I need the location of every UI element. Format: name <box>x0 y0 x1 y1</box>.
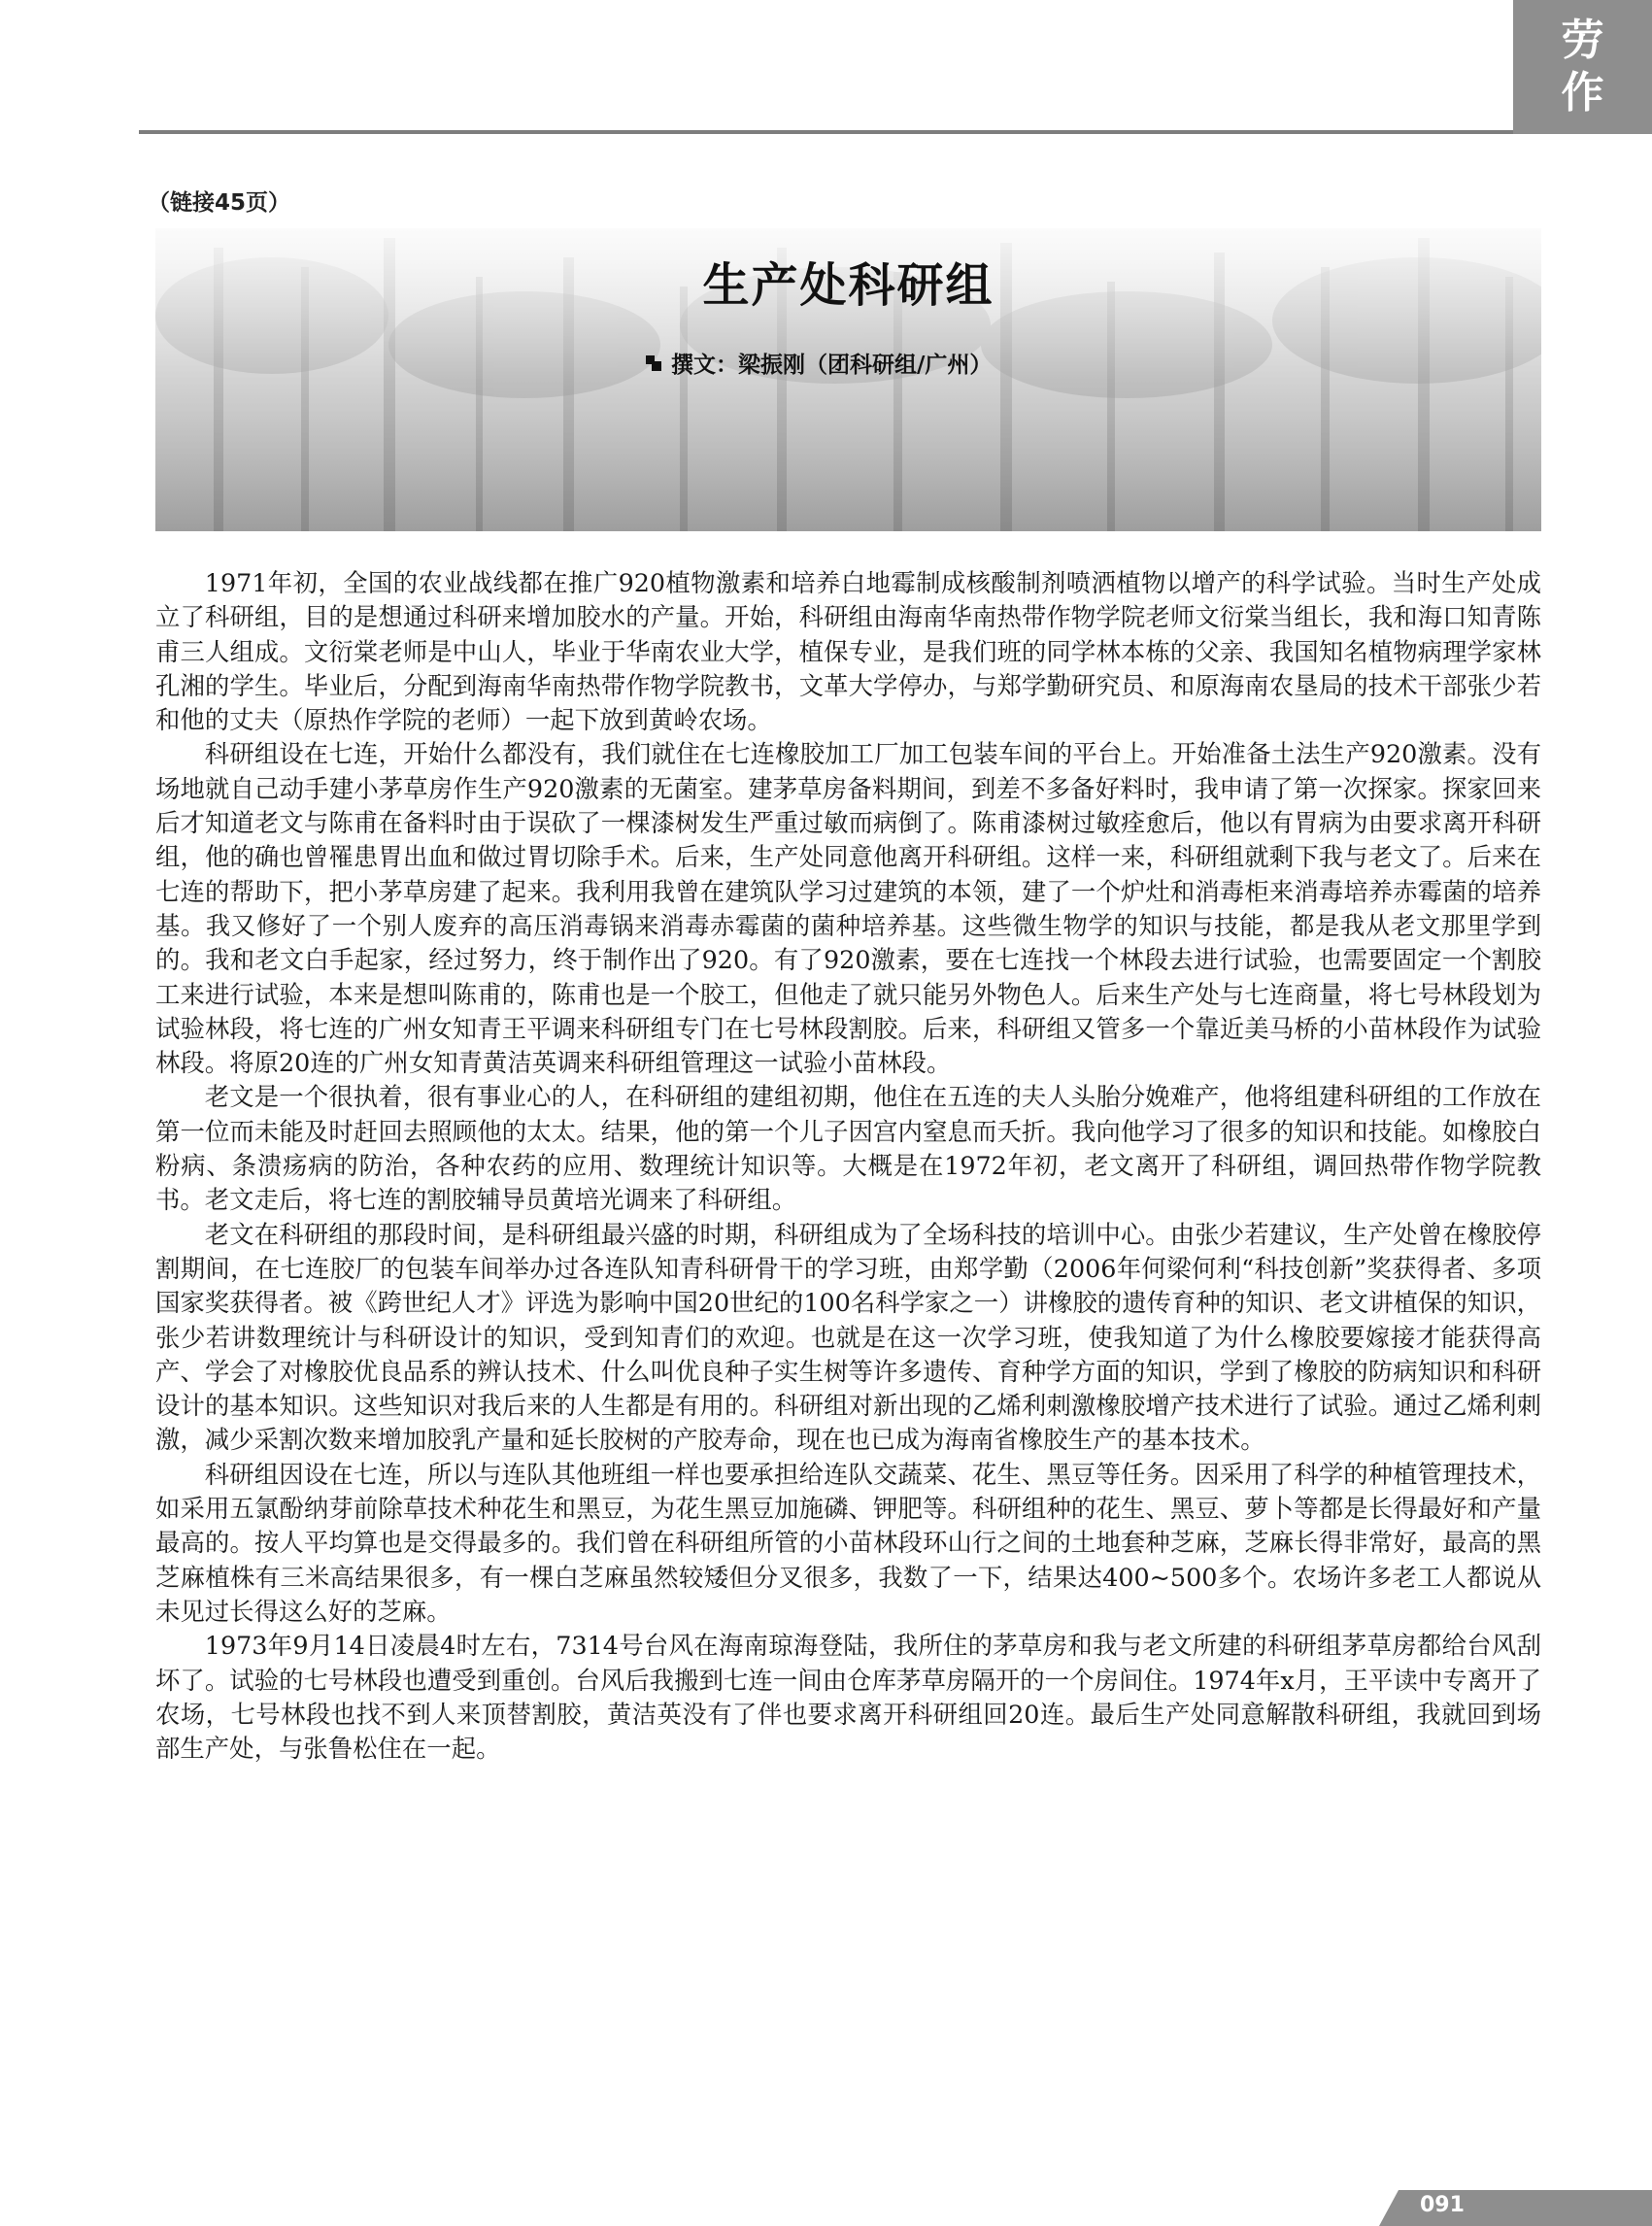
article-body <box>155 566 1541 1766</box>
byline <box>646 347 992 379</box>
paragraph-5: 科研组因设在七连，所以与连队其他班组一样也要承担给连队交蔬菜、花生、黑豆等任务。因采用了科学的种植管理技术，如采用五氯酚纳芽前除草技术种花生和黑豆，为花生黑豆加施磷、钾肥等。科研组种的花生、黑豆、萝卜等都是长得最好和产量最高的。按人平均算也是交得最多的。我们曾在科研组所管的小苗林段环山行之间的土地套种芝麻，芝麻长得非常好，最高的黑芝麻植株有三米高结果很多，有一棵白芝麻虽然较矮但分叉很多，我数了一下，结果达400~500多个。农场许多老工人都说从未见过长得这么好的芝麻。 <box>155 1459 1541 1626</box>
byline-text: 撰文：梁振刚（团科研组/广州） <box>671 353 993 378</box>
link-reference: （链接45页） <box>148 190 291 216</box>
article-title: 生产处科研组 <box>702 258 995 313</box>
section-tab-char-1: 劳 <box>1561 16 1604 65</box>
page-number: 091 <box>1420 2193 1465 2217</box>
title-banner <box>155 228 1541 531</box>
paragraph-4: 老文在科研组的那段时间，是科研组最兴盛的时期，科研组成为了全场科技的培训中心。由张少若建议，生产处曾在橡胶停割期间，在七连胶厂的包装车间举办过各连队知青科研骨干的学习班，由郑学勤（2006年何梁何利“科技创新”奖获得者、多项国家奖获得者。被《跨世纪人才》评选为影响中国20世纪的100名科学家之一）讲橡胶的遗传育种的知识、老文讲植保的知识，张少若讲数理统计与科研设计的知识，受到知青们的欢迎。也就是在这一次学习班，使我知道了为什么橡胶要嫁接才能获得高产、学会了对橡胶优良品系的辨认技术、什么叫优良种子实生树等许多遗传、育种学方面的知识，学到了橡胶的防病知识和科研设计的基本知识。这些知识对我后来的人生都是有用的。科研组对新出现的乙烯利刺激橡胶增产技术进行了试验。通过乙烯利刺激，减少采割次数来增加胶乳产量和延长胶树的产胶寿命，现在也已成为海南省橡胶生产的基本技术。 <box>155 1219 1542 1455</box>
paragraph-3: 老文是一个很执着，很有事业心的人，在科研组的建组初期，他住在五连的夫人头胎分娩难产，他将组建科研组的工作放在第一位而未能及时赶回去照顾他的太太。结果，他的第一个儿子因宫内窒息而夭折。我向他学习了很多的知识和技能。如橡胶白粉病、条溃疡病的防治，各种农药的应用、数理统计知识等。大概是在1972年初，老文离开了科研组，调回热带作物学院教书。老文走后，将七连的割胶辅导员黄培光调来了科研组。 <box>155 1082 1541 1215</box>
header-rule <box>139 130 1513 134</box>
section-tab-char-2: 作 <box>1561 68 1604 118</box>
section-tab <box>1513 0 1652 134</box>
paragraph-1: 1971年初，全国的农业战线都在推广920植物激素和培养白地霉制成核酸制剂喷洒植物以增产的科学试验。当时生产处成立了科研组，目的是想通过科研来增加胶水的产量。开始，科研组由海南华南热带作物学院老师文衍棠当组长，我和海口知青陈甫三人组成。文衍棠老师是中山人，毕业于华南农业大学，植保专业，是我们班的同学林本栋的父亲、我国知名植物病理学家林孔湘的学生。毕业后，分配到海南华南热带作物学院教书，文革大学停办，与郑学勤研究员、和原海南农垦局的技术干部张少若和他的丈夫（原热作学院的老师）一起下放到黄岭农场。 <box>155 568 1541 735</box>
square-bullet-icon <box>646 355 661 371</box>
paragraph-6: 1973年9月14日凌晨4时左右，7314号台风在海南琼海登陆，我所住的茅草房和我与老文所建的科研组茅草房都给台风刮坏了。试验的七号林段也遭受到重创。台风后我搬到七连一间由仓库茅草房隔开的一个房间住。1974年x月，王平读中专离开了农场，七号林段也找不到人来顶替割胶，黄洁英没有了伴也要求离开科研组回20连。最后生产处同意解散科研组，我就回到场部生产处，与张鲁松住在一起。 <box>155 1631 1541 1764</box>
paragraph-2: 科研组设在七连，开始什么都没有，我们就住在七连橡胶加工厂加工包装车间的平台上。开始准备土法生产920激素。没有场地就自己动手建小茅草房作生产920激素的无菌室。建茅草房备料期间，到差不多备好料时，我申请了第一次探家。探家回来后才知道老文与陈甫在备料时由于误砍了一棵漆树发生严重过敏而病倒了。陈甫漆树过敏痊愈后，他以有胃病为由要求离开科研组，他的确也曾罹患胃出血和做过胃切除手术。后来，生产处同意他离开科研组。这样一来，科研组就剩下我与老文了。后来在七连的帮助下，把小茅草房建了起来。我利用我曾在建筑队学习过建筑的本领，建了一个炉灶和消毒柜来消毒培养赤霉菌的培养基。我又修好了一个别人废弃的高压消毒锅来消毒赤霉菌的菌种培养基。这些微生物学的知识与技能，都是我从老文那里学到的。我和老文白手起家，经过努力，终于制作出了920。有了920激素，要在七连找一个林段去进行试验，也需要固定一个割胶工来进行试验，本来是想叫陈甫的，陈甫也是一个胶工，但他走了就只能另外物色人。后来生产处与七连商量，将七号林段划为试验林段，将七连的广州女知青王平调来科研组专门在七号林段割胶。后来，科研组又管多一个靠近美马桥的小苗林段作为试验林段。将原20连的广州女知青黄洁英调来科研组管理这一试验小苗林段。 <box>155 739 1541 1078</box>
